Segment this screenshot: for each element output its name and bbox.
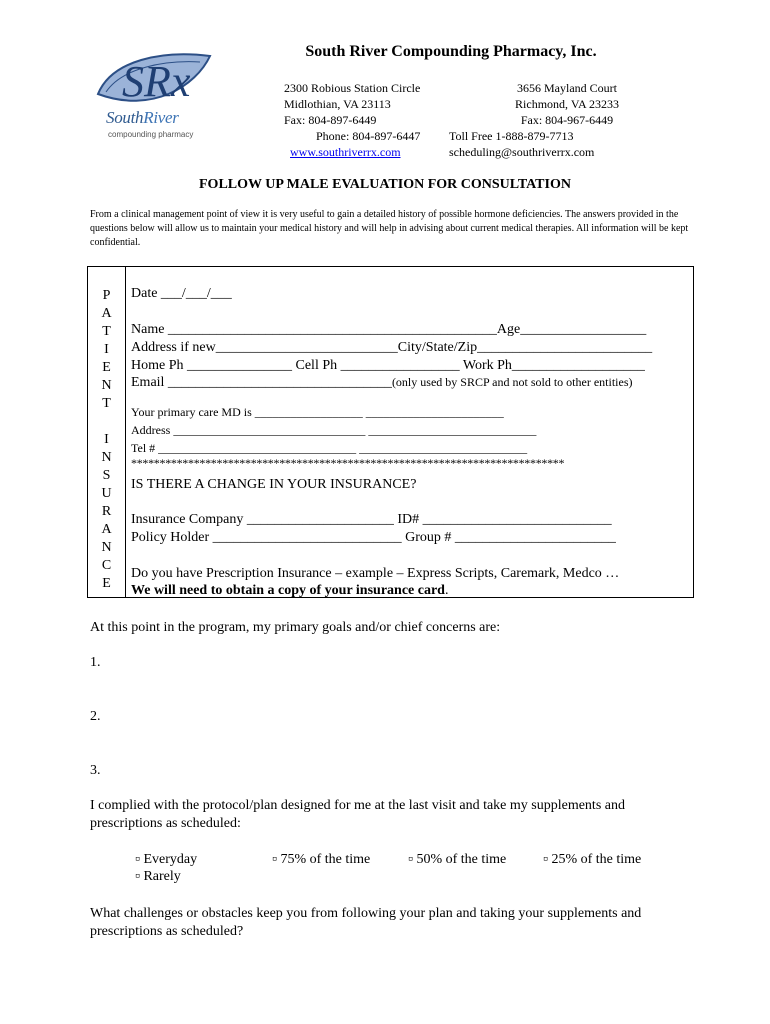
website-link[interactable]: www.southriverrx.com — [290, 145, 401, 159]
left-address-street: 2300 Robious Station Circle — [284, 81, 421, 95]
phone: Phone: 804-897-6447 — [316, 129, 421, 143]
date-field[interactable]: Date ___/___/___ — [131, 286, 232, 301]
insurance-company-field[interactable]: Insurance Company _____________________ ID# ___________________________ — [131, 512, 612, 527]
patient-side-label: P A T I E N T — [101, 288, 112, 411]
challenges-question: What challenges or obstacles keep you from following your plan and taking your supplements and prescriptions as scheduled? — [90, 906, 642, 939]
rx-insurance-question: Do you have Prescription Insurance – example – Express Scripts, Caremark, Medco … — [131, 566, 620, 581]
goals-prompt: At this point in the program, my primary goals and/or chief concerns are: — [90, 620, 501, 635]
goal-item-3[interactable]: 3. — [90, 763, 101, 778]
left-address-fax: Fax: 804-897-6449 — [284, 113, 377, 127]
scheduling-email[interactable]: scheduling@southriverrx.com — [449, 145, 595, 159]
option-25-percent[interactable]: ▫ 25% of the time — [543, 852, 642, 867]
insurance-change-question: IS THERE A CHANGE IN YOUR INSURANCE? — [131, 477, 417, 492]
form-title: FOLLOW UP MALE EVALUATION FOR CONSULTATION — [199, 177, 571, 192]
compliance-statement: I complied with the protocol/plan designed for me at the last visit and take my supplements and prescriptions as scheduled: — [90, 798, 625, 831]
rx-insurance-note: We will need to obtain a copy of your insurance card. — [131, 583, 449, 598]
left-address — [284, 80, 420, 128]
phone-fields[interactable]: Home Ph _______________ Cell Ph _________________ Work Ph___________________ — [131, 358, 645, 373]
goal-item-2[interactable]: 2. — [90, 709, 101, 724]
logo-name: SouthRiver — [106, 108, 179, 127]
option-75-percent[interactable]: ▫ 75% of the time — [272, 852, 371, 867]
left-address-city: Midlothian, VA 23113 — [284, 97, 391, 111]
section-separator: **************************************************************************** — [131, 456, 565, 470]
primary-md-field[interactable]: Your primary care MD is __________________ _______________________ — [131, 405, 504, 419]
policy-holder-field[interactable]: Policy Holder ___________________________ Group # _______________________ — [131, 530, 616, 545]
address-field[interactable]: Address if new__________________________City/State/Zip_________________________ — [131, 340, 653, 355]
intro-text: From a clinical management point of view it is very useful to gain a detailed history of possible hormone deficiencies. The answers provided in the questions below will allow us to maintain your medical history and will help in advising about current medical therapies. All information will be kept confidential. — [90, 209, 689, 248]
email-field[interactable]: Email ________________________________(only used by SRCP and not sold to other entities) — [131, 375, 633, 390]
right-address-fax: Fax: 804-967-6449 — [520, 113, 614, 127]
logo-tagline: compounding pharmacy — [108, 130, 194, 139]
right-address-city: Richmond, VA 23233 — [515, 97, 619, 111]
toll-free: Toll Free 1-888-879-7713 — [449, 129, 574, 143]
email-note: (only used by SRCP and not sold to other entities) — [391, 375, 633, 389]
option-rarely[interactable]: ▫ Rarely — [135, 869, 181, 884]
md-tel-field[interactable]: Tel # _________________________________ ____________________________ — [131, 441, 528, 455]
md-address-field[interactable]: Address ________________________________ ____________________________ — [131, 423, 537, 437]
name-age-field[interactable]: Name _______________________________________________Age__________________ — [131, 322, 647, 337]
goal-item-1[interactable]: 1. — [90, 655, 101, 670]
insurance-side-label: I N S U R A N C E — [101, 432, 112, 591]
right-address — [497, 80, 637, 128]
company-name: South River Compounding Pharmacy, Inc. — [305, 43, 597, 60]
option-everyday[interactable]: ▫ Everyday — [135, 852, 198, 867]
box-divider — [125, 267, 126, 597]
right-address-street: 3656 Mayland Court — [517, 81, 617, 95]
option-50-percent[interactable]: ▫ 50% of the time — [408, 852, 507, 867]
logo-monogram: SRx — [122, 57, 191, 106]
